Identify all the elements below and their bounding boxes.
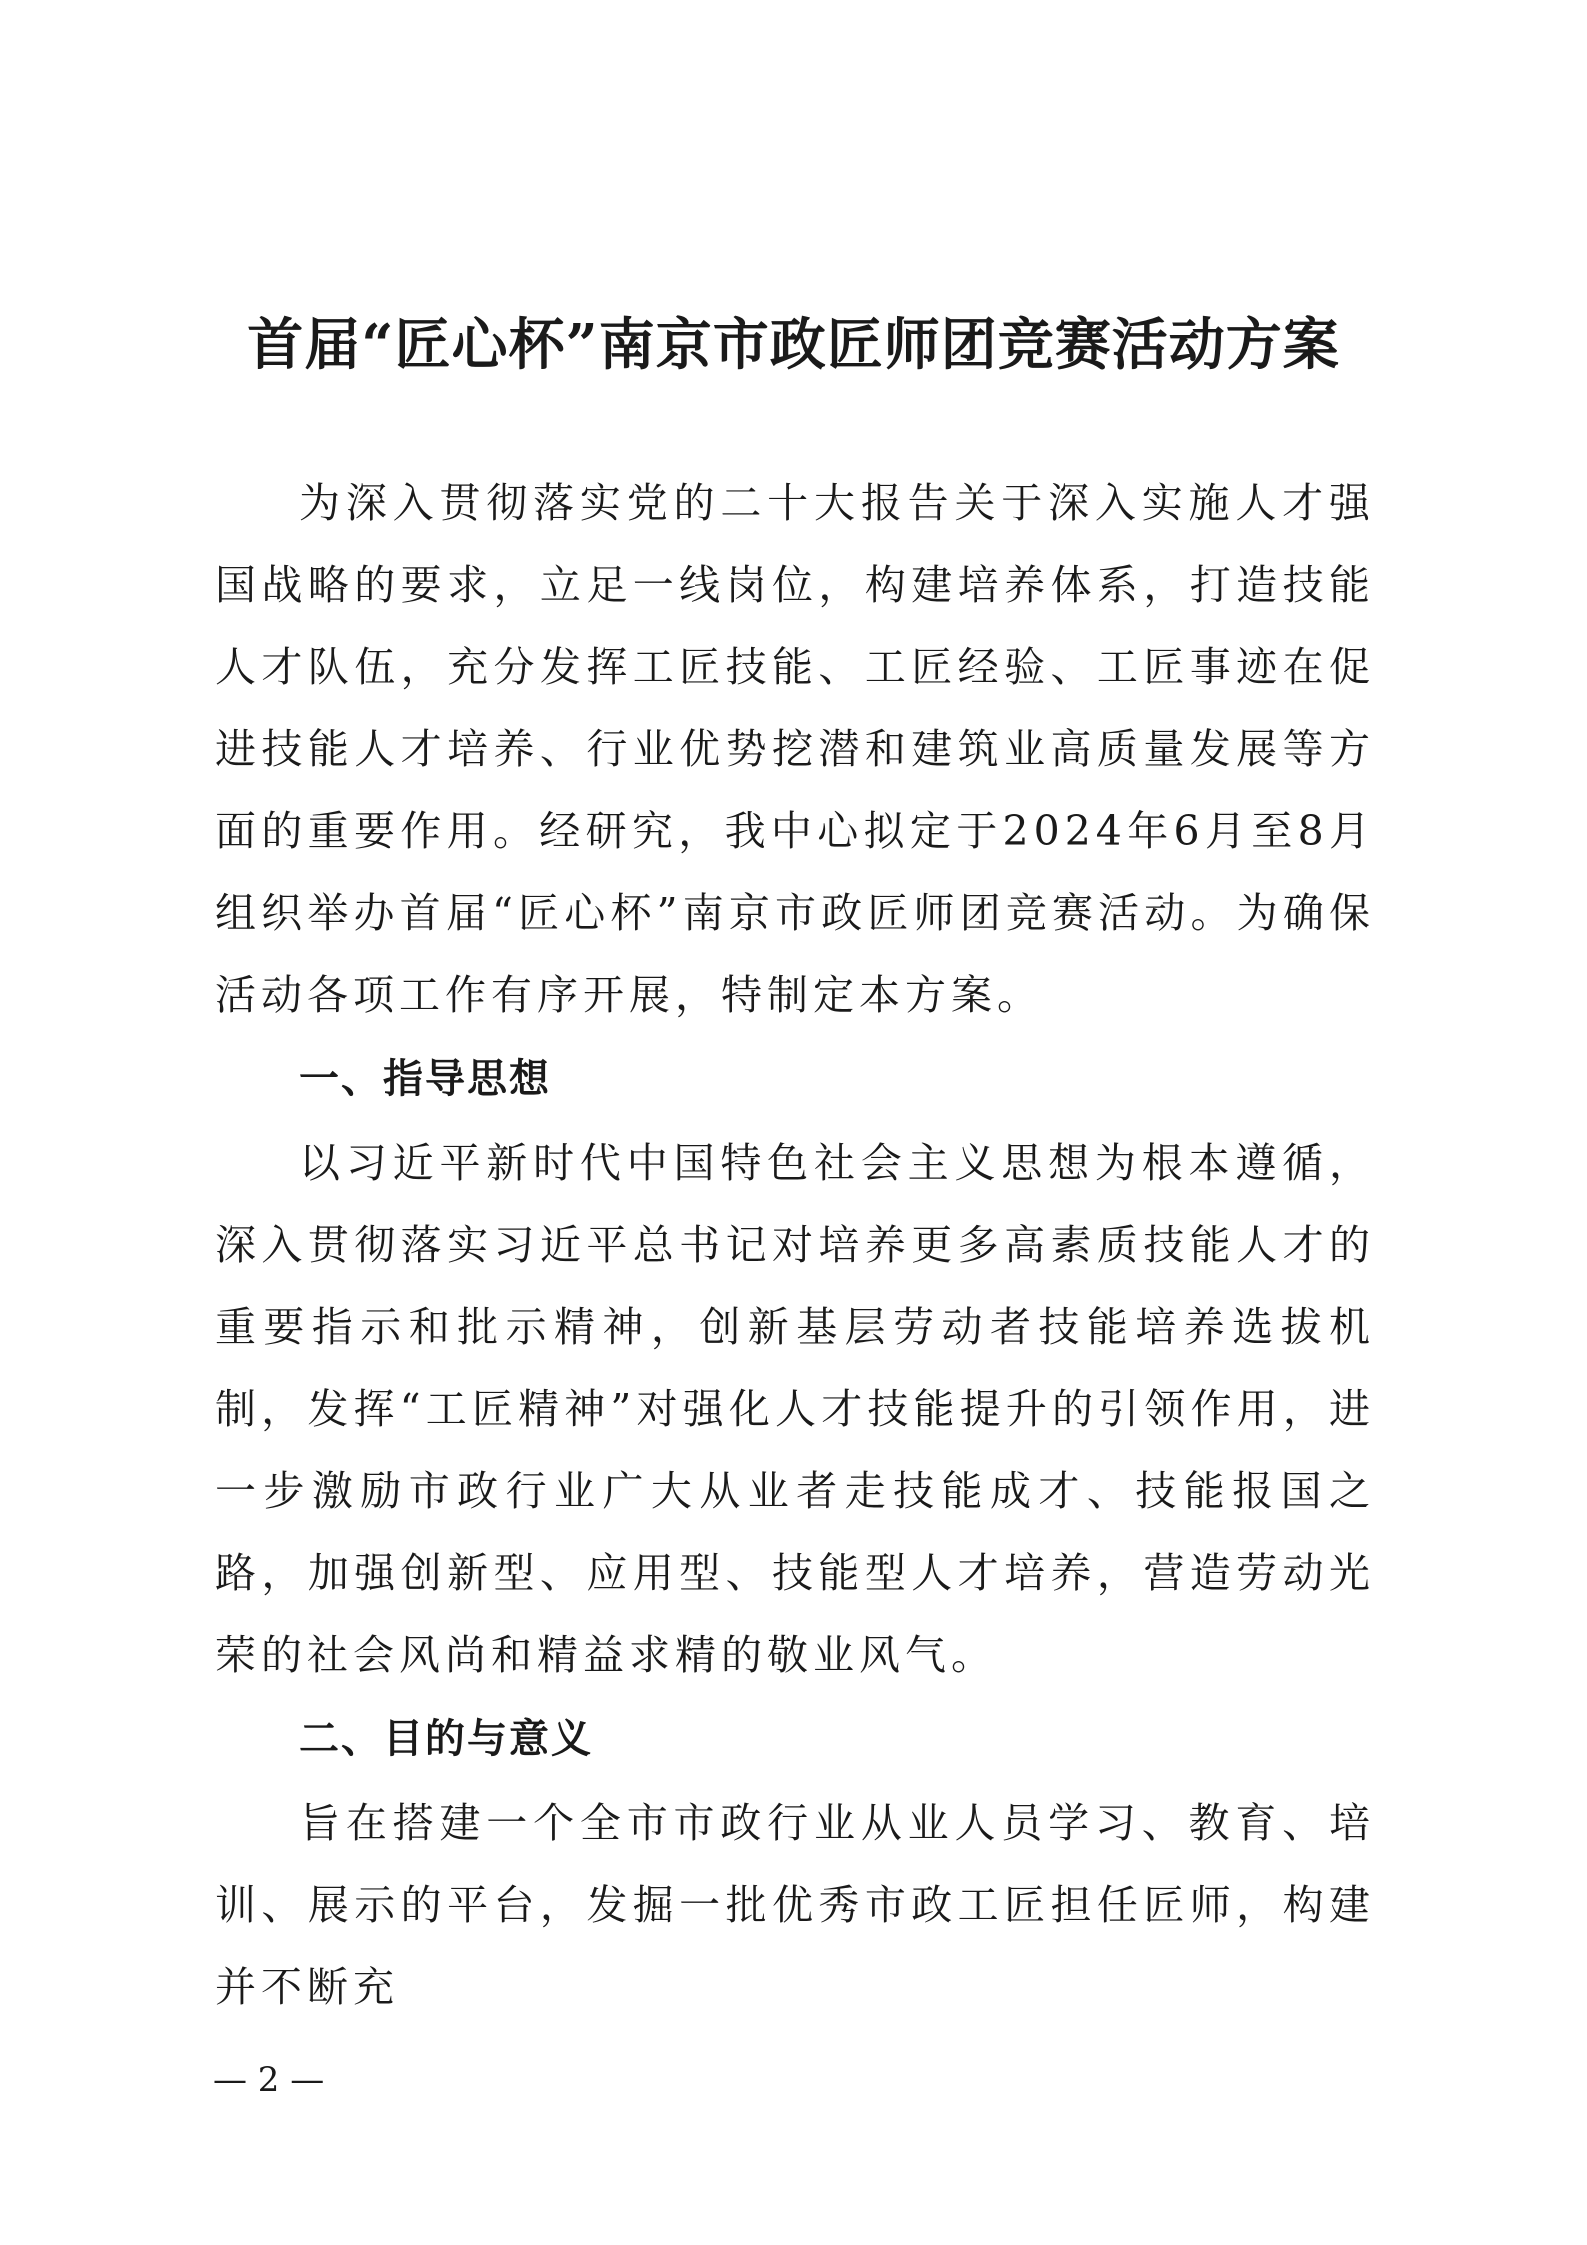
- intro-paragraph: 为深入贯彻落实党的二十大报告关于深入实施人才强国战略的要求，立足一线岗位，构建培养体系，打造技能人才队伍，充分发挥工匠技能、工匠经验、工匠事迹在促进技能人才培养、行业优势挖潜和建筑业高质量发展等方面的重要作用。经研究，我中心拟定于2024年6月至8月组织举办首届“匠心杯”南京市政匠师团竞赛活动。为确保活动各项工作有序开展，特制定本方案。: [215, 479, 1375, 1019]
- section-paragraph-guiding-ideology: 以习近平新时代中国特色社会主义思想为根本遵循，深入贯彻落实习近平总书记对培养更多高素质技能人才的重要指示和批示精神，创新基层劳动者技能培养选拔机制，发挥“工匠精神”对强化人才技能提升的引领作用，进一步激励市政行业广大从业者走技能成才、技能报国之路，加强创新型、应用型、技能型人才培养，营造劳动光荣的社会风尚和精益求精的敬业风气。: [215, 1139, 1375, 1679]
- document-title: 首届“匠心杯”南京市政匠师团竞赛活动方案: [247, 312, 1340, 378]
- section-heading-guiding-ideology: 一、指导思想: [299, 1056, 551, 1102]
- section-heading-purpose-significance: 二、目的与意义: [299, 1716, 593, 1762]
- page-number: — 2 —: [213, 2060, 325, 2100]
- section-paragraph-purpose-significance: 旨在搭建一个全市市政行业从业人员学习、教育、培训、展示的平台，发掘一批优秀市政工匠担任匠师，构建并不断充: [215, 1799, 1375, 2011]
- document-body: [215, 462, 1375, 2028]
